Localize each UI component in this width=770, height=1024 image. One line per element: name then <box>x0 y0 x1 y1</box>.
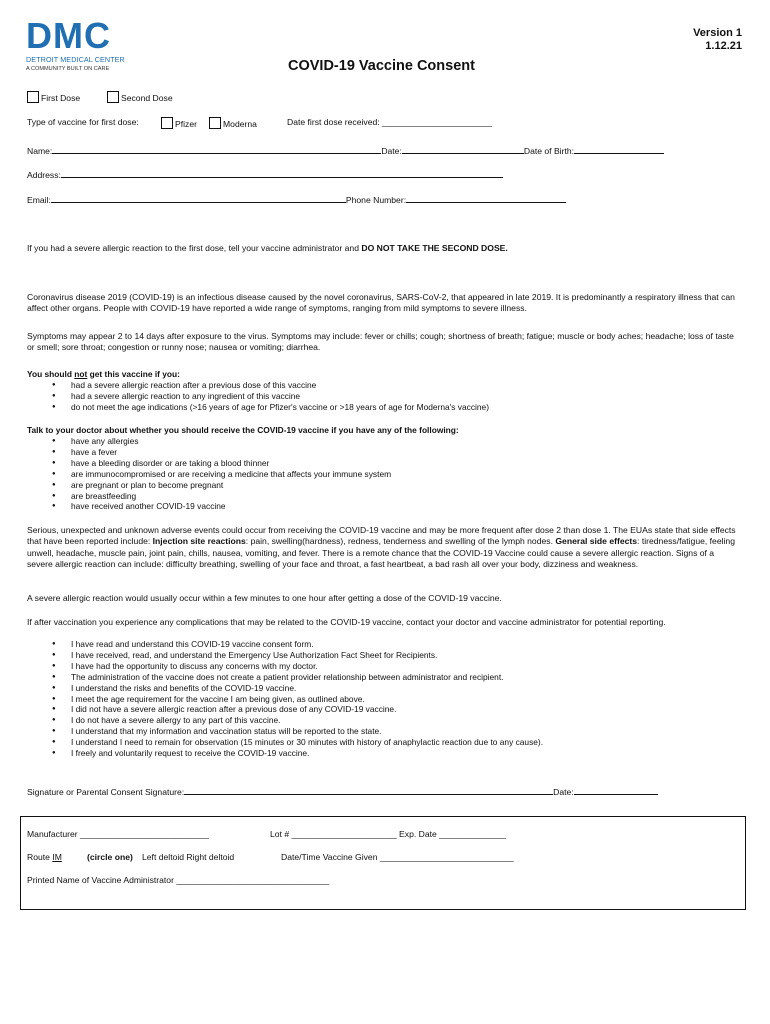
dob-label: Date of Birth: <box>523 146 575 156</box>
adverse-bold-2: General side effects <box>555 536 638 547</box>
severe-timing-paragraph: A severe allergic reaction would usually occur within a few minutes to one hour after getting a dose of the COVID-19 vaccine. <box>27 593 502 603</box>
injection-site-options[interactable]: Left deltoid Right deltoid <box>142 852 235 862</box>
list-item: ● are breastfeeding <box>27 491 742 502</box>
list-item: ● I have received, read, and understand the Emergency Use Authorization Fact Sheet for Recipients. <box>27 650 742 661</box>
complications-paragraph: If after vaccination you experience any complications that may be related to the COVID-19 vaccine, contact your doctor and vaccine administrator for potential reporting. <box>27 617 666 627</box>
circle-one-label: (circle one) <box>87 852 133 862</box>
signature-field[interactable] <box>184 785 553 795</box>
talk-doctor-list <box>27 436 742 512</box>
moderna-checkbox[interactable] <box>209 117 221 129</box>
list-item: ● do not meet the age indications (>16 years of age for Pfizer's vaccine or >18 years of age for Moderna's vaccine) <box>27 402 742 413</box>
signature-label: Signature or Parental Consent Signature: <box>27 787 185 797</box>
second-dose-label: Second Dose <box>121 93 173 103</box>
dmc-logo <box>26 15 130 72</box>
list-item: ● I freely and voluntarily request to receive the COVID-19 vaccine. <box>27 748 742 759</box>
intro-paragraph: Coronavirus disease 2019 (COVID-19) is an infectious disease caused by the novel coronavirus, SARS-CoV-2, that appeared in late 2019. It is predominantly a respiratory illness that can affect other organs. People with COVID-19 have reported a wide range of symptoms, ranging from mild symptoms to severe illness. <box>27 292 735 314</box>
adverse-bold-1: Injection site reactions <box>152 536 246 547</box>
adverse-text-1: Serious, unexpected and unknown adverse events could occur from receiving the COVID-19 vaccine and may be more frequent after dose 2 than dose 1. The EUAs state that side effects that have been reported include: <box>27 525 736 547</box>
list-item: ● I have read and understand this COVID-19 vaccine consent form. <box>27 639 742 650</box>
signature-date-label: Date: <box>553 787 574 797</box>
adverse-text-2: : pain, swelling(hardness), redness, tenderness and swelling of the lymph nodes. <box>245 536 556 547</box>
name-field[interactable] <box>52 144 381 154</box>
should-not-underlined: not <box>74 369 88 379</box>
administrator-section <box>20 816 746 910</box>
route-label: Route <box>27 852 53 862</box>
second-dose-checkbox[interactable] <box>107 91 119 103</box>
should-not-pre: You should <box>27 369 75 379</box>
list-item: ● are immunocompromised or are receiving a medicine that affects your immune system <box>27 469 742 480</box>
warning-text: If you had a severe allergic reaction to the first dose, tell your vaccine administrator and <box>27 243 362 253</box>
first-dose-checkbox[interactable] <box>27 91 39 103</box>
vaccine-type-label: Type of vaccine for first dose: <box>27 117 139 127</box>
phone-label: Phone Number: <box>345 195 407 205</box>
date-label: Date: <box>381 146 402 156</box>
should-not-post: get this vaccine if you: <box>87 369 180 379</box>
attestation-list <box>27 639 742 759</box>
address-label: Address: <box>27 170 61 180</box>
pfizer-label: Pfizer <box>175 119 197 129</box>
lot-expiration-field[interactable]: Lot # ______________________ Exp. Date ______________ <box>270 829 507 839</box>
list-item: ● I understand the risks and benefits of the COVID-19 vaccine. <box>27 683 742 694</box>
list-item: ● had a severe allergic reaction after a previous dose of this vaccine <box>27 380 742 391</box>
should-not-heading <box>27 369 742 380</box>
list-item: ● I did not have a severe allergic reaction after a previous dose of any COVID-19 vaccine. <box>27 704 742 715</box>
list-item: ● have any allergies <box>27 436 742 447</box>
logo-name: DETROIT MEDICAL CENTER <box>26 55 125 64</box>
version-label: Version 1 <box>693 27 742 39</box>
first-dose-label: First Dose <box>41 93 81 103</box>
second-dose-warning <box>27 243 508 254</box>
list-item: ● The administration of the vaccine does not create a patient provider relationship between administrator and recipient. <box>27 672 742 683</box>
logo-abbr: DMC <box>26 15 111 56</box>
signature-date-field[interactable] <box>574 785 658 795</box>
list-item: ● are pregnant or plan to become pregnant <box>27 480 742 491</box>
adverse-events-paragraph <box>27 525 742 570</box>
email-label: Email: <box>27 195 51 205</box>
list-item: ● I have had the opportunity to discuss any concerns with my doctor. <box>27 661 742 672</box>
list-item: ● I understand that my information and vaccination status will be reported to the state. <box>27 726 742 737</box>
phone-field[interactable] <box>406 193 566 203</box>
warning-bold: DO NOT TAKE THE SECOND DOSE. <box>361 243 508 253</box>
dob-field[interactable] <box>574 144 664 154</box>
address-field[interactable] <box>61 168 503 178</box>
moderna-label: Moderna <box>223 119 257 129</box>
email-field[interactable] <box>51 193 346 203</box>
route-value: IM <box>52 852 62 862</box>
first-dose-date-field[interactable]: Date first dose received: _______________________ <box>287 117 492 127</box>
version-date: 1.12.21 <box>705 40 742 52</box>
administrator-name-field[interactable]: Printed Name of Vaccine Administrator ________________________________ <box>27 875 330 885</box>
list-item: ● have received another COVID-19 vaccine <box>27 501 742 512</box>
list-item: ● have a bleeding disorder or are taking a blood thinner <box>27 458 742 469</box>
should-not-list <box>27 380 742 413</box>
list-item: ● I do not have a severe allergy to any part of this vaccine. <box>27 715 742 726</box>
list-item: ● had a severe allergic reaction to any ingredient of this vaccine <box>27 391 742 402</box>
date-field[interactable] <box>402 144 524 154</box>
logo-tagline: A COMMUNITY BUILT ON CARE <box>26 66 110 72</box>
pfizer-checkbox[interactable] <box>161 117 173 129</box>
list-item: ● have a fever <box>27 447 742 458</box>
list-item: ● I meet the age requirement for the vaccine I am being given, as outlined above. <box>27 694 742 705</box>
name-label: Name: <box>27 146 53 156</box>
manufacturer-field[interactable]: Manufacturer ___________________________ <box>27 829 210 839</box>
symptoms-paragraph: Symptoms may appear 2 to 14 days after exposure to the virus. Symptoms may include: fever or chills; cough; shortness of breath; fatigue; muscle or body aches; headache; loss of taste or smell; sore throat; congestion or runny nose; nausea or vomiting; diarrhea. <box>27 331 734 353</box>
list-item: ● I understand I need to remain for observation (15 minutes or 30 minutes with history of anaphylactic reaction due to any cause). <box>27 737 742 748</box>
adverse-text-3: : tiredness/fatigue, feeling unwell, headache, muscle pain, joint pain, chills, nausea, vomiting, and fever. There is a remote chance that the COVID-19 Vaccine could cause a severe allergic reaction. Signs of a severe allergic reaction can include: difficulty breathing, swelling of your face and throat, a fast heartbeat, a bad rash all over your body, dizziness and weakness. <box>27 536 735 569</box>
page-title: COVID-19 Vaccine Consent <box>288 58 475 74</box>
talk-doctor-heading: Talk to your doctor about whether you should receive the COVID-19 vaccine if you have any of the following: <box>27 425 459 435</box>
datetime-given-field[interactable]: Date/Time Vaccine Given ____________________________ <box>281 852 514 862</box>
